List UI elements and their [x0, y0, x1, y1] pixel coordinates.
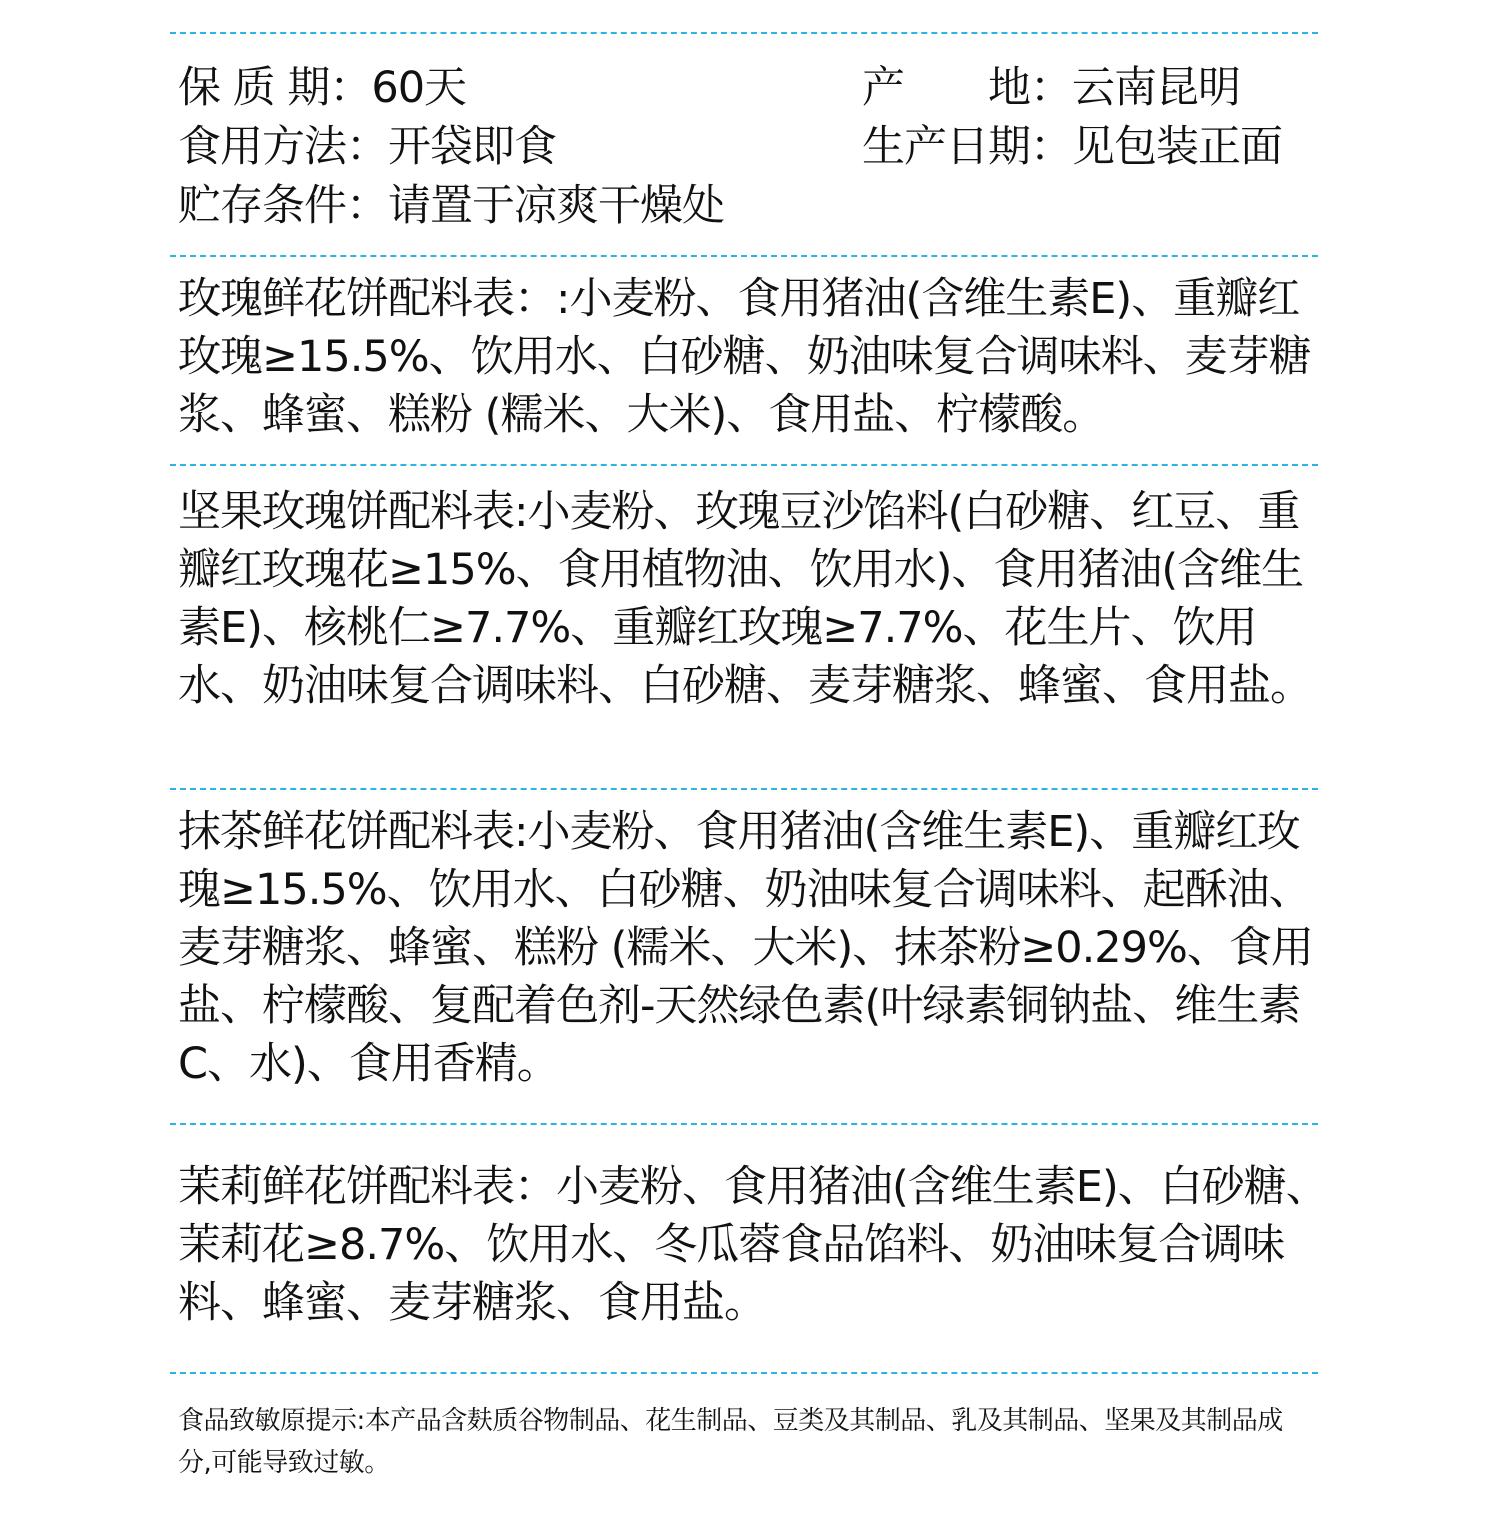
divider	[170, 1123, 1318, 1125]
shelf-life-label: 保 质 期：	[178, 63, 372, 113]
shelf-life-value: 60天	[371, 63, 467, 113]
allergen-notice-text: 食品致敏原提示:本产品含麸质谷物制品、花生制品、豆类及其制品、乳及其制品、坚果及其制品成分,可能导致过敏。	[178, 1406, 1283, 1478]
usage-label: 食用方法：	[178, 122, 388, 172]
ingredients-text: 茉莉鲜花饼配料表：小麦粉、食用猪油(含维生素E)、白砂糖、茉莉花≥8.7%、饮用水、冬瓜蓉食品馅料、奶油味复合调味料、蜂蜜、麦芽糖浆、食用盐。	[178, 1162, 1328, 1328]
production-date-label: 生产日期：	[862, 122, 1072, 172]
usage-value: 开袋即食	[388, 122, 556, 172]
ingredients-nut-rose-cake	[178, 483, 1328, 715]
production-date-row	[862, 118, 1282, 176]
origin-label: 产 地：	[862, 63, 1072, 113]
divider	[170, 464, 1318, 466]
divider	[170, 255, 1318, 257]
shelf-life-row	[178, 59, 466, 117]
ingredients-text: 玫瑰鲜花饼配料表：:小麦粉、食用猪油(含维生素E)、重瓣红玫瑰≥15.5%、饮用水、白砂糖、奶油味复合调味料、麦芽糖浆、蜂蜜、糕粉 (糯米、大米)、食用盐、柠檬酸。	[178, 274, 1311, 440]
ingredients-rose-flower-cake	[178, 270, 1328, 444]
usage-row	[178, 118, 556, 176]
ingredients-jasmine-flower-cake	[178, 1158, 1328, 1332]
divider	[170, 32, 1318, 34]
ingredients-text: 抹茶鲜花饼配料表:小麦粉、食用猪油(含维生素E)、重瓣红玫瑰≥15.5%、饮用水、白砂糖、奶油味复合调味料、起酥油、麦芽糖浆、蜂蜜、糕粉 (糯米、大米)、抹茶粉≥0.29%、食用盐、柠檬酸、复配着色剂-天然绿色素(叶绿素铜钠盐、维生素C、水)、食用香精。	[178, 807, 1313, 1089]
origin-row	[862, 59, 1240, 117]
production-date-value: 见包装正面	[1072, 122, 1282, 172]
origin-value: 云南昆明	[1072, 63, 1240, 113]
ingredients-text: 坚果玫瑰饼配料表:小麦粉、玫瑰豆沙馅料(白砂糖、红豆、重瓣红玫瑰花≥15%、食用植物油、饮用水)、食用猪油(含维生素E)、核桃仁≥7.7%、重瓣红玫瑰≥7.7%、花生片、饮用水、奶油味复合调味料、白砂糖、麦芽糖浆、蜂蜜、食用盐。	[178, 487, 1312, 711]
divider	[170, 788, 1318, 790]
storage-value: 请置于凉爽干燥处	[388, 181, 724, 231]
storage-row	[178, 177, 724, 235]
storage-label: 贮存条件：	[178, 181, 388, 231]
divider	[170, 1372, 1318, 1374]
allergen-notice	[178, 1400, 1298, 1484]
ingredients-matcha-flower-cake	[178, 803, 1328, 1093]
